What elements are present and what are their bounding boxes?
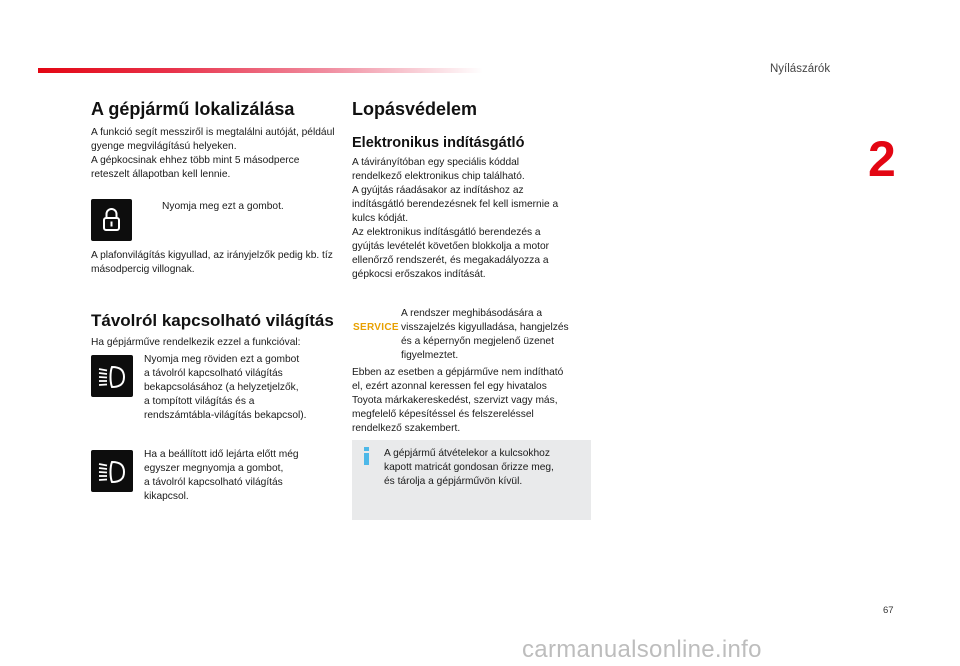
watermark: carmanualsonline.info xyxy=(522,636,762,663)
remote-lights-intro: Ha gépjárműve rendelkezik ezzel a funkcióval: xyxy=(91,337,301,348)
locate-title: A gépjármű lokalizálása xyxy=(91,99,295,119)
headlight-icon xyxy=(91,450,133,492)
immobiliser-title: Elektronikus indításgátló xyxy=(352,135,525,151)
remote-lights-step1: Nyomja meg röviden ezt a gombot a távolról kapcsolható világítás bekapcsolásához (a helyzetjelzők, a tompított világítás és a rendszámtábla-világítás bekapcsol). xyxy=(144,354,307,421)
immobiliser-fault-text: A rendszer meghibásodására a visszajelzés kigyulladása, hangjelzés és a képernyőn megjelenő üzenet figyelmeztet. xyxy=(401,308,569,361)
immobiliser-fault-after: Ebben az esetben a gépjárműve nem indítható el, ezért azonnal keressen fel egy hivatalos Toyota márkakereskedést, szervizt vagy más, megfelelő képesítéssel és felszereléssel rendelkező szakembert. xyxy=(352,367,564,434)
chapter-number: 2 xyxy=(868,131,896,187)
chapter-accent-bar xyxy=(38,68,483,73)
remote-lights-step2: Ha a beállított idő lejárta előtt még egyszer megnyomja a gombot, a távolról kapcsolható világítás kikapcsol. xyxy=(144,449,299,502)
lock-icon xyxy=(91,199,132,241)
locate-after: A plafonvilágítás kigyullad, az irányjelzők pedig kb. tíz másodpercig villognak. xyxy=(91,250,333,275)
remote-lights-title: Távolról kapcsolható világítás xyxy=(91,311,334,330)
headlight-icon xyxy=(91,355,133,397)
immobiliser-body: A távirányítóban egy speciális kóddal rendelkező elektronikus chip található. A gyújtás ráadásakor az indításhoz az indításgátló berendezésnek fel kell ismernie a kulcs kódját. Az elektronikus indításgátló berendezés a gyújtás levételét követően blokkolja a motor ellenőrző rendszerét, és megakadályozza a gépkocsi erőszakos indítását. xyxy=(352,157,559,280)
service-warning-icon: SERVICE xyxy=(353,322,399,333)
locate-intro: A funkció segít messziről is megtalálni autóját, például gyenge megvilágítású helyeken. A gépkocsinak ehhez több mint 5 másodperce reteszelt állapotban kell lennie. xyxy=(91,127,335,180)
chapter-title: Nyílászárók xyxy=(770,63,831,75)
theft-protection-title: Lopásvédelem xyxy=(352,99,478,119)
page-number: 67 xyxy=(883,605,894,616)
info-text: A gépjármű átvételekor a kulcsokhoz kapott matricát gondosan őrizze meg, és tárolja a gépjárművön kívül. xyxy=(384,448,554,487)
info-icon xyxy=(362,447,372,465)
locate-bullet: Nyomja meg ezt a gombot. xyxy=(162,201,284,212)
